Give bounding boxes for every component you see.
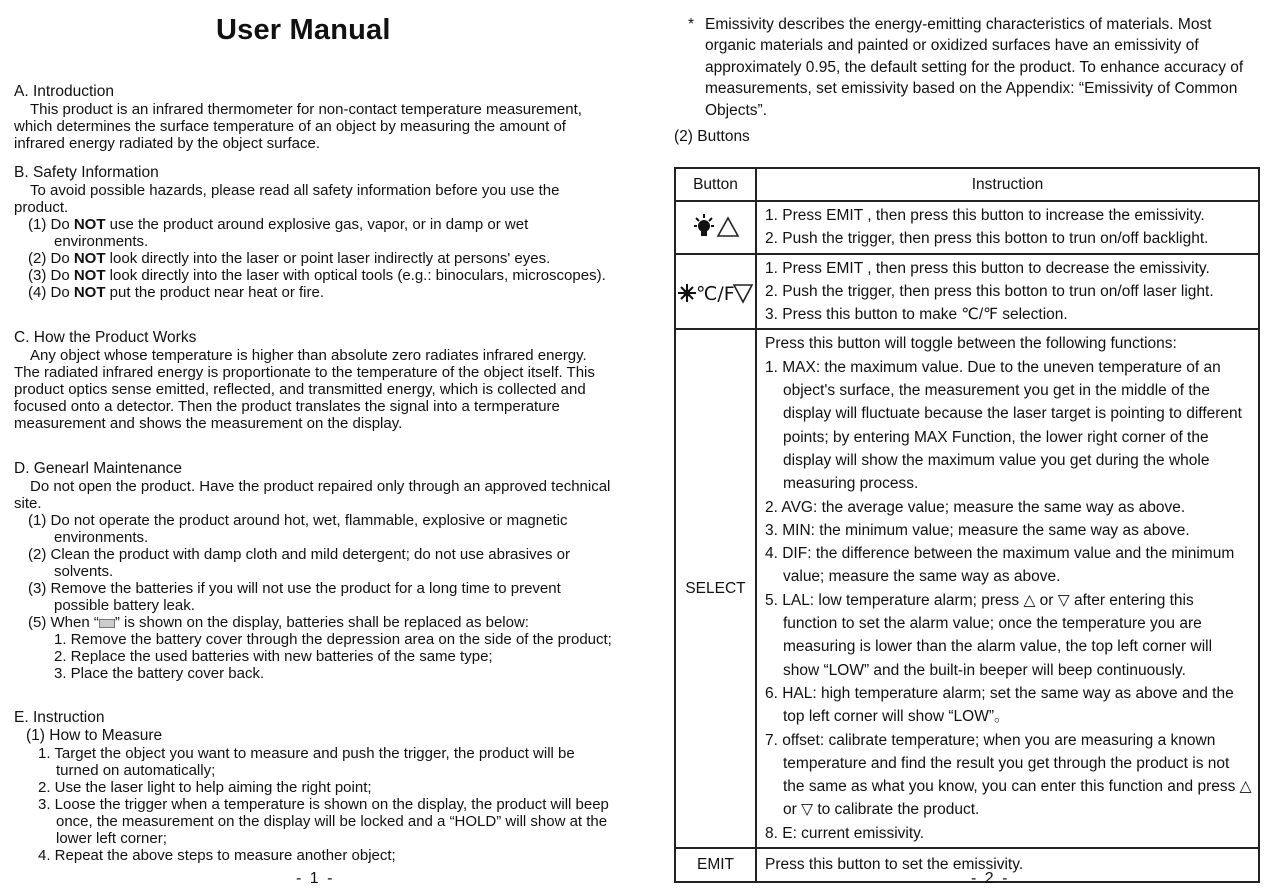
bulb-icon [694, 214, 714, 236]
table-row [675, 254, 1259, 330]
instruction-heading: E. Instruction [14, 709, 105, 726]
buttons-heading: (2) Buttons [674, 128, 750, 145]
maintenance-text: Do not open the product. Have the product repaired only through an approved technical site. [14, 478, 611, 512]
safety-item: (2) Do NOT look directly into the laser or point laser indirectly at persons' eyes. [28, 250, 551, 267]
select-intro: Press this button will toggle between the following functions: [765, 335, 1177, 353]
select-item: 2. AVG: the average value; measure the same way as above. [765, 498, 1186, 516]
note-text: Emissivity describes the energy-emitting characteristics of materials. Most organic materials and painted or oxidized surfaces have an emissivity of approximately 0.95, the default setting for the product. To enhance accuracy of measurements, set emissivity based on the Appendix: “Emissivity of Common Objects”. [705, 16, 1244, 119]
page-number-1: - 1 - [296, 870, 335, 887]
triangle-down-icon [734, 285, 752, 302]
instruction-line: 2. Push the trigger, then press this botton to trun on/off laser light. [765, 282, 1214, 300]
section-how-it-works [14, 329, 614, 432]
safety-item: (4) Do NOT put the product near heat or fire. [28, 284, 324, 301]
safety-item: (3) Do NOT look directly into the laser with optical tools (e.g.: binoculars, microscopes). [28, 267, 606, 284]
instruction-step: 4. Repeat the above steps to measure another object; [38, 847, 396, 864]
introduction-heading: A. Introduction [14, 83, 114, 100]
select-item: 4. DIF: the difference between the maximum value and the minimum value; measure the same way as above. [765, 545, 1235, 586]
select-instructions [756, 329, 1259, 848]
instruction-subheading: (1) How to Measure [26, 727, 163, 744]
battery-step: 1. Remove the battery cover through the depression area on the side of the product; [54, 631, 612, 648]
laser-down-button-icon [675, 254, 756, 330]
select-item: 5. LAL: low temperature alarm; press △ or ▽ after entering this function to set the alarm value; once the temperature you are measuring is lower than the alarm value, the top left corner will show “LOW” and the built-in beeper will beep continuously. [765, 591, 1213, 679]
select-item: 6. HAL: high temperature alarm; set the same way as above and the top left corner will show “LOW”。 [765, 684, 1234, 726]
emissivity-note [688, 14, 1248, 121]
row1-instructions [756, 201, 1259, 254]
battery-step: 3. Place the battery cover back. [54, 665, 265, 682]
select-item: 7. offset: calibrate temperature; when you are measuring a known temperature and find the result you get through the product is not the same as what you know, you can enter this function and press △ or ▽ to calibrate the product. [765, 731, 1252, 819]
select-button-label: SELECT [675, 329, 756, 848]
safety-item: (1) Do NOT use the product around explosive gas, vapor, or in damp or wet environments. [28, 216, 529, 250]
emit-button-label: EMIT [675, 848, 756, 882]
instruction-line: 1. Press EMIT , then press this button to decrease the emissivity. [765, 259, 1210, 277]
backlight-up-button-icon [675, 201, 756, 254]
maintenance-item: (1) Do not operate the product around hot, wet, flammable, explosive or magnetic environments. [28, 512, 568, 546]
select-item: 3. MIN: the minimum value; measure the same way as above. [765, 521, 1190, 539]
instruction-line: 3. Press this button to make ℃/℉ selection. [765, 306, 1068, 324]
introduction-text: This product is an infrared thermometer for non-contact temperature measurement, which determines the surface temperature of an object by measuring the amount of infrared energy radiated by the object surface. [14, 101, 582, 152]
instruction-step: 3. Loose the trigger when a temperature is shown on the display, the product will beep once, the measurement on the display will be locked and a “HOLD” will show at the lower left corner; [38, 796, 609, 847]
select-item: 1. MAX: the maximum value. Due to the uneven temperature of an object's surface, the measurement you get in the middle of the display will fluctuate because the laser target is pointing to different points; by entering MAX Function, the lower right corner of the display will show the maximum value you get during the whole measuring process. [765, 358, 1242, 493]
maintenance-heading: D. Genearl Maintenance [14, 460, 183, 477]
instruction-line: Press this button to set the emissivity. [765, 856, 1024, 874]
page-2 [660, 0, 1287, 893]
instruction-step: 1. Target the object you want to measure and push the trigger, the product will be turned on automatically; [38, 745, 575, 779]
row2-instructions [756, 254, 1259, 330]
page-number-2: - 2 - [971, 870, 1010, 887]
maintenance-item: (3) Remove the batteries if you will not use the product for a long time to prevent possible battery leak. [28, 580, 561, 614]
manual-title: User Manual [216, 14, 391, 46]
section-instruction [14, 709, 614, 864]
safety-heading: B. Safety Information [14, 164, 159, 181]
maintenance-item: (2) Clean the product with damp cloth and mild detergent; do not use abrasives or solvents. [28, 546, 570, 580]
page-1 [0, 0, 640, 893]
triangle-up-icon [718, 218, 738, 236]
select-item: 8. E: current emissivity. [765, 824, 925, 842]
note-asterisk: * [688, 16, 695, 33]
header-instruction: Instruction [756, 168, 1259, 201]
works-heading: C. How the Product Works [14, 329, 197, 346]
instruction-line: 2. Push the trigger, then press this botton to trun on/off backlight. [765, 230, 1209, 248]
section-introduction [14, 83, 614, 152]
battery-step: 2. Replace the used batteries with new batteries of the same type; [54, 648, 493, 665]
unit-toggle-label: ℃/F [695, 282, 735, 305]
header-button: Button [675, 168, 756, 201]
section-maintenance [14, 460, 614, 682]
instruction-step: 2. Use the laser light to help aiming the right point; [38, 779, 372, 796]
section-safety [14, 164, 614, 301]
table-header-row [675, 168, 1259, 201]
table-row [675, 201, 1259, 254]
maintenance-item-battery: (5) When “ ” is shown on the display, batteries shall be replaced as below: [28, 614, 529, 631]
button-table [674, 167, 1260, 883]
instruction-line: 1. Press EMIT , then press this button to increase the emissivity. [765, 207, 1205, 224]
table-row [675, 329, 1259, 848]
works-text: Any object whose temperature is higher than absolute zero radiates infrared energy. The radiated infrared energy is proportionate to the temperature of the object itself. This product optics sense emitted, reflected, and transmitted energy, which is collected and focused onto a detector. Then the product translates the signal into a termperature measurement and shows the measurement on the display. [14, 347, 595, 432]
table-row [675, 848, 1259, 882]
battery-icon [99, 619, 115, 628]
safety-text: To avoid possible hazards, please read all safety information before you use the product. [14, 182, 560, 216]
